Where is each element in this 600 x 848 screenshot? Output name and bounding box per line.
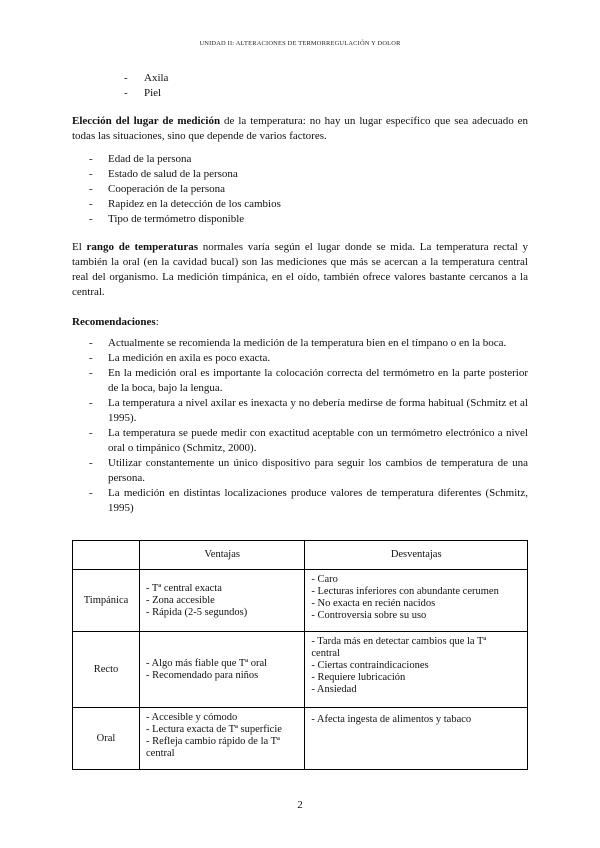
rango-paragraph xyxy=(72,240,528,300)
list-item: - Rapidez en la detección de los cambios xyxy=(72,197,528,212)
list-item: - La medición en axila es poco exacta. xyxy=(72,351,528,366)
cell-line: - No exacta en recién nacidos xyxy=(311,598,436,609)
list-item: - Axila xyxy=(108,71,168,86)
cell-line: - Rápida (2-5 segundos) xyxy=(146,606,248,618)
eleccion-paragraph xyxy=(72,114,528,144)
table-row xyxy=(73,632,528,708)
cell-line: - Afecta ingesta de alimentos y tabaco xyxy=(311,714,472,725)
row-label: Oral xyxy=(73,708,140,770)
table-row xyxy=(73,570,528,632)
page-number: 2 xyxy=(297,799,303,811)
cell-line: - Refleja cambio rápido de la Tª xyxy=(146,736,280,747)
desventajas-cell xyxy=(305,708,528,770)
eleccion-text: de la temperatura: no hay un lugar específico que sea adecuado en todas las situaciones, sino que depende de varios factores. xyxy=(72,115,529,142)
cell-line: central xyxy=(146,748,175,759)
eleccion-term: Elección del lugar de medición xyxy=(72,115,221,127)
list-item: - Cooperación de la persona xyxy=(72,182,528,197)
cell-line: - Controversia sobre su uso xyxy=(311,610,427,621)
cell-line: - Requiere lubricación xyxy=(311,672,406,683)
list-item: - Edad de la persona xyxy=(72,152,528,167)
rango-text: normales varía según el lugar donde se mida. La temperatura rectal y también la oral (en la cavidad bucal) son las mediciones que más se acercan a la temperatura central real del organismo. La medición timpánica, en el oído, también ofrece valores bastante cercanos a la central. xyxy=(72,241,528,298)
cell-line: - Ciertas contraindicaciones xyxy=(311,660,429,671)
row-label: Recto xyxy=(73,632,140,708)
table-header-row xyxy=(73,541,528,570)
list-item: - La temperatura se puede medir con exactitud aceptable con un termómetro electrónico a nivel oral o timpánico (Schmitz, 2000). xyxy=(72,426,528,456)
ventajas-cell xyxy=(140,570,305,632)
recommendations-list xyxy=(72,336,528,516)
recomendaciones-title: Recomendaciones xyxy=(72,316,156,328)
list-item: - La temperatura a nivel axilar es inexacta y no debería medirse de forma habitual (Schmitz et al 1995). xyxy=(72,396,528,426)
rango-term: rango de temperaturas xyxy=(86,241,198,253)
cell-line: - Accesible y cómodo xyxy=(146,712,238,723)
cell-line: - Lecturas inferiores con abundante cerumen xyxy=(311,586,499,597)
location-list xyxy=(108,71,168,101)
list-item: - Piel xyxy=(108,86,168,101)
desventajas-cell xyxy=(305,632,528,708)
cell-line: central xyxy=(311,648,340,659)
cell-line: - Zona accesible xyxy=(146,594,215,606)
rango-pre: El xyxy=(72,241,87,253)
list-item: - La medición en distintas localizaciones produce valores de temperatura diferentes (Schmitz, 1995) xyxy=(72,486,528,516)
factors-list xyxy=(72,152,528,227)
cell-line: - Lectura exacta de Tª superficie xyxy=(146,724,282,735)
cell-line: - Caro xyxy=(311,574,338,585)
comparison-table xyxy=(72,540,528,770)
cell-line: - Algo más fiable que Tª oral xyxy=(146,657,268,669)
list-item: - Utilizar constantemente un único dispositivo para seguir los cambios de temperatura de una persona. xyxy=(72,456,528,486)
table-header-empty xyxy=(73,541,140,570)
cell-line: - Recomendado para niños xyxy=(146,669,259,681)
cell-line: - Tª central exacta xyxy=(146,582,222,594)
desventajas-cell xyxy=(305,570,528,632)
ventajas-cell xyxy=(140,632,305,708)
list-item: - Estado de salud de la persona xyxy=(72,167,528,182)
table-header-desventajas: Desventajas xyxy=(305,541,528,570)
recomendaciones-heading xyxy=(72,315,528,330)
table-header-ventajas: Ventajas xyxy=(140,541,305,570)
ventajas-cell xyxy=(140,708,305,770)
running-header: UNIDAD II: ALTERACIONES DE TERMORREGULACIÓN Y DOLOR xyxy=(199,40,401,47)
table-row xyxy=(73,708,528,770)
row-label: Timpánica xyxy=(73,570,140,632)
cell-line: - Ansiedad xyxy=(311,684,357,695)
cell-line: - Tarda más en detectar cambios que la Tª xyxy=(311,636,487,647)
recomendaciones-colon: : xyxy=(155,316,159,328)
list-item: - Tipo de termómetro disponible xyxy=(72,212,528,227)
list-item: - En la medición oral es importante la colocación correcta del termómetro en la parte posterior de la boca, bajo la lengua. xyxy=(72,366,528,396)
list-item: - Actualmente se recomienda la medición de la temperatura bien en el tímpano o en la boca. xyxy=(72,336,528,351)
